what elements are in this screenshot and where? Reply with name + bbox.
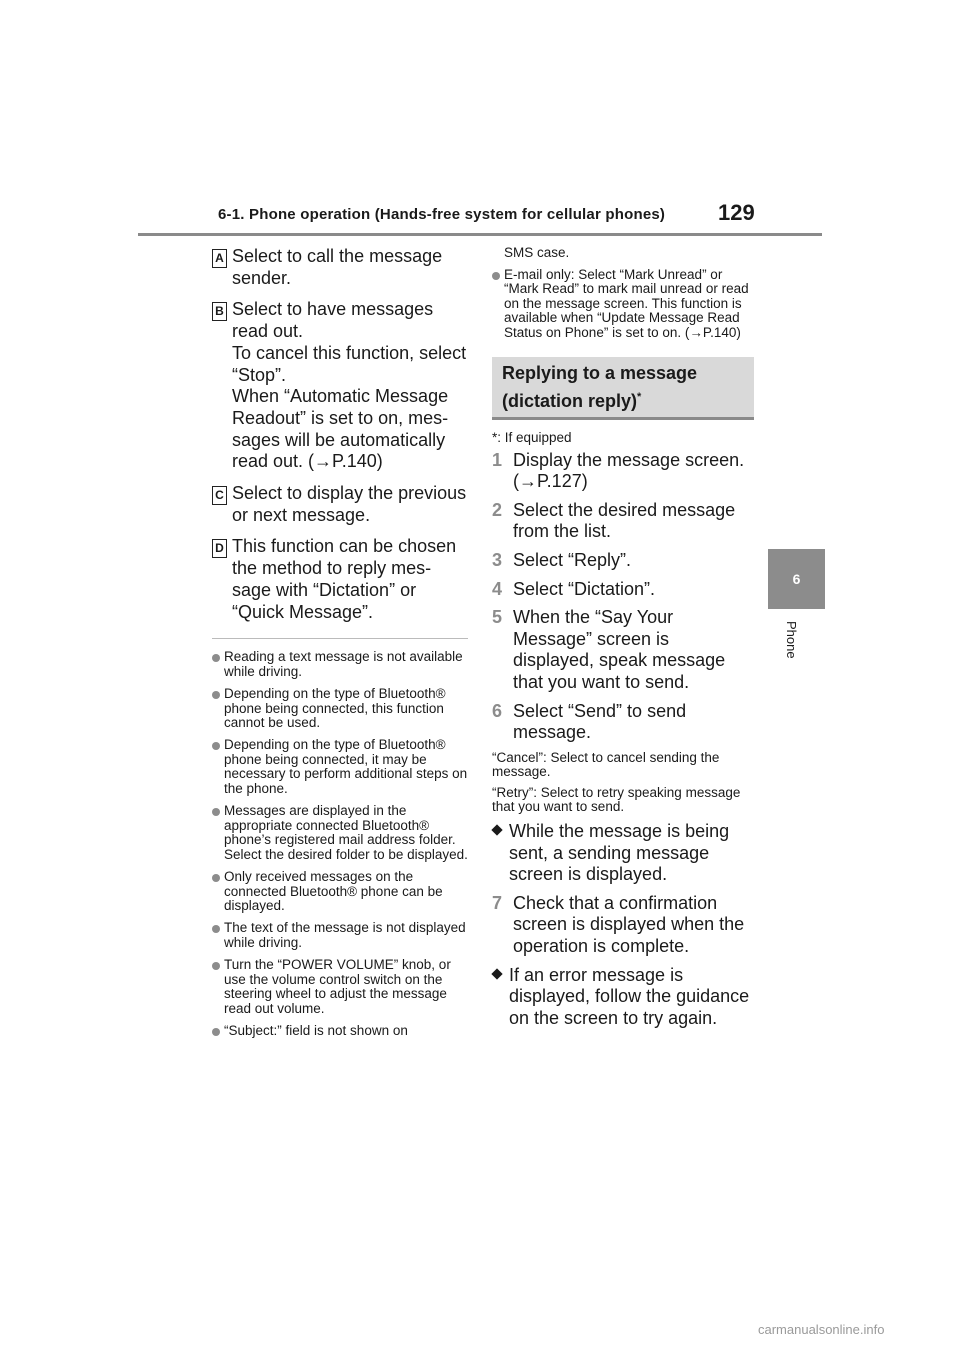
bullet-dot-icon <box>212 925 220 933</box>
callout-item-b: B Select to have messages read out. To cancel this function, select “Stop”. When “Automatic Message Readout” is set to on, mes- sages will be automatically read out. (→P.140) <box>212 299 472 473</box>
page-number: 129 <box>718 200 755 225</box>
note-item: The text of the message is not displayed while driving. <box>212 921 472 950</box>
callout-item-d: D This function can be chosen the method to reply mes- sage with “Dictation” or “Quick Message”. <box>212 536 472 623</box>
watermark: carmanualsonline.info <box>758 1322 885 1337</box>
callout-item-c: C Select to display the previous or next message. <box>212 483 472 526</box>
header-rule <box>138 233 822 236</box>
note-item: Only received messages on the connected Bluetooth® phone can be displayed. <box>212 870 472 914</box>
bullet-dot-icon <box>492 272 500 280</box>
bullet-dot-icon <box>212 691 220 699</box>
callout-item-a: A Select to call the message sender. <box>212 246 472 289</box>
diamond-bullet-icon <box>491 968 502 979</box>
left-column <box>212 246 472 1046</box>
step-item: 1 Display the message screen. (→P.127) <box>492 449 745 492</box>
footnote-mark: * <box>637 390 642 403</box>
note-item: Turn the “POWER VOLUME” knob, or use the volume control switch on the steering wheel to adjust the message read out volume. <box>212 958 472 1016</box>
note-item: Reading a text message is not available while driving. <box>212 650 472 679</box>
bullet-dot-icon <box>212 654 220 662</box>
sub-note: “Retry”: Select to retry speaking message that you want to send. <box>492 784 741 815</box>
chapter-tab[interactable]: 6 <box>768 549 825 609</box>
callout-badge: B <box>212 302 227 321</box>
note-item: “Subject:” field is not shown on <box>212 1024 472 1039</box>
step-item: 7 Check that a confirmation screen is displayed when the operation is complete. <box>492 892 745 957</box>
note-continuation: SMS case. <box>504 245 570 260</box>
note-item: Messages are displayed in the appropriate connected Bluetooth® phone’s registered mail address folder. Select the desired folder to be displayed. <box>212 804 472 862</box>
bullet-dot-icon <box>212 874 220 882</box>
section-heading: Replying to a message (dictation reply)* <box>492 357 754 420</box>
sub-note: “Cancel”: Select to cancel sending the message. <box>492 749 720 780</box>
callout-badge: C <box>212 486 227 505</box>
step-item: 5 When the “Say Your Message” screen is displayed, speak message that you want to send. <box>492 607 726 692</box>
step-item: 6 Select “Send” to send message. <box>492 700 687 743</box>
footnote: *: If equipped <box>492 429 572 445</box>
callout-badge: D <box>212 539 227 558</box>
step-item: 4 Select “Dictation”. <box>492 578 656 599</box>
note-item: E-mail only: Select “Mark Unread” or “Mark Read” to mark mail unread or read on the message screen. This function is available when “Update Message Read Status on Phone” is set to on. (→P.140) <box>492 268 754 341</box>
bullet-dot-icon <box>212 808 220 816</box>
diamond-bullet-item: If an error message is displayed, follow the guidance on the screen to try again. <box>492 965 754 1030</box>
bullet-dot-icon <box>212 1028 220 1036</box>
step-item: 2 Select the desired message from the list. <box>492 499 736 542</box>
bullet-dot-icon <box>212 742 220 750</box>
step-item: 3 Select “Reply”. <box>492 549 632 570</box>
note-item: Depending on the type of Bluetooth® phone being connected, it may be necessary to perform additional steps on the phone. <box>212 738 472 796</box>
diamond-bullet-icon <box>491 824 502 835</box>
diamond-bullet-item: While the message is being sent, a sending message screen is displayed. <box>492 821 754 886</box>
right-column <box>492 246 754 1036</box>
callout-badge: A <box>212 249 227 268</box>
chapter-tab-label: Phone <box>784 621 799 659</box>
note-item: Depending on the type of Bluetooth® phone being connected, this function cannot be used. <box>212 687 472 731</box>
bullet-dot-icon <box>212 962 220 970</box>
divider <box>212 638 468 639</box>
chapter-title: 6-1. Phone operation (Hands-free system for cellular phones) <box>218 206 666 223</box>
